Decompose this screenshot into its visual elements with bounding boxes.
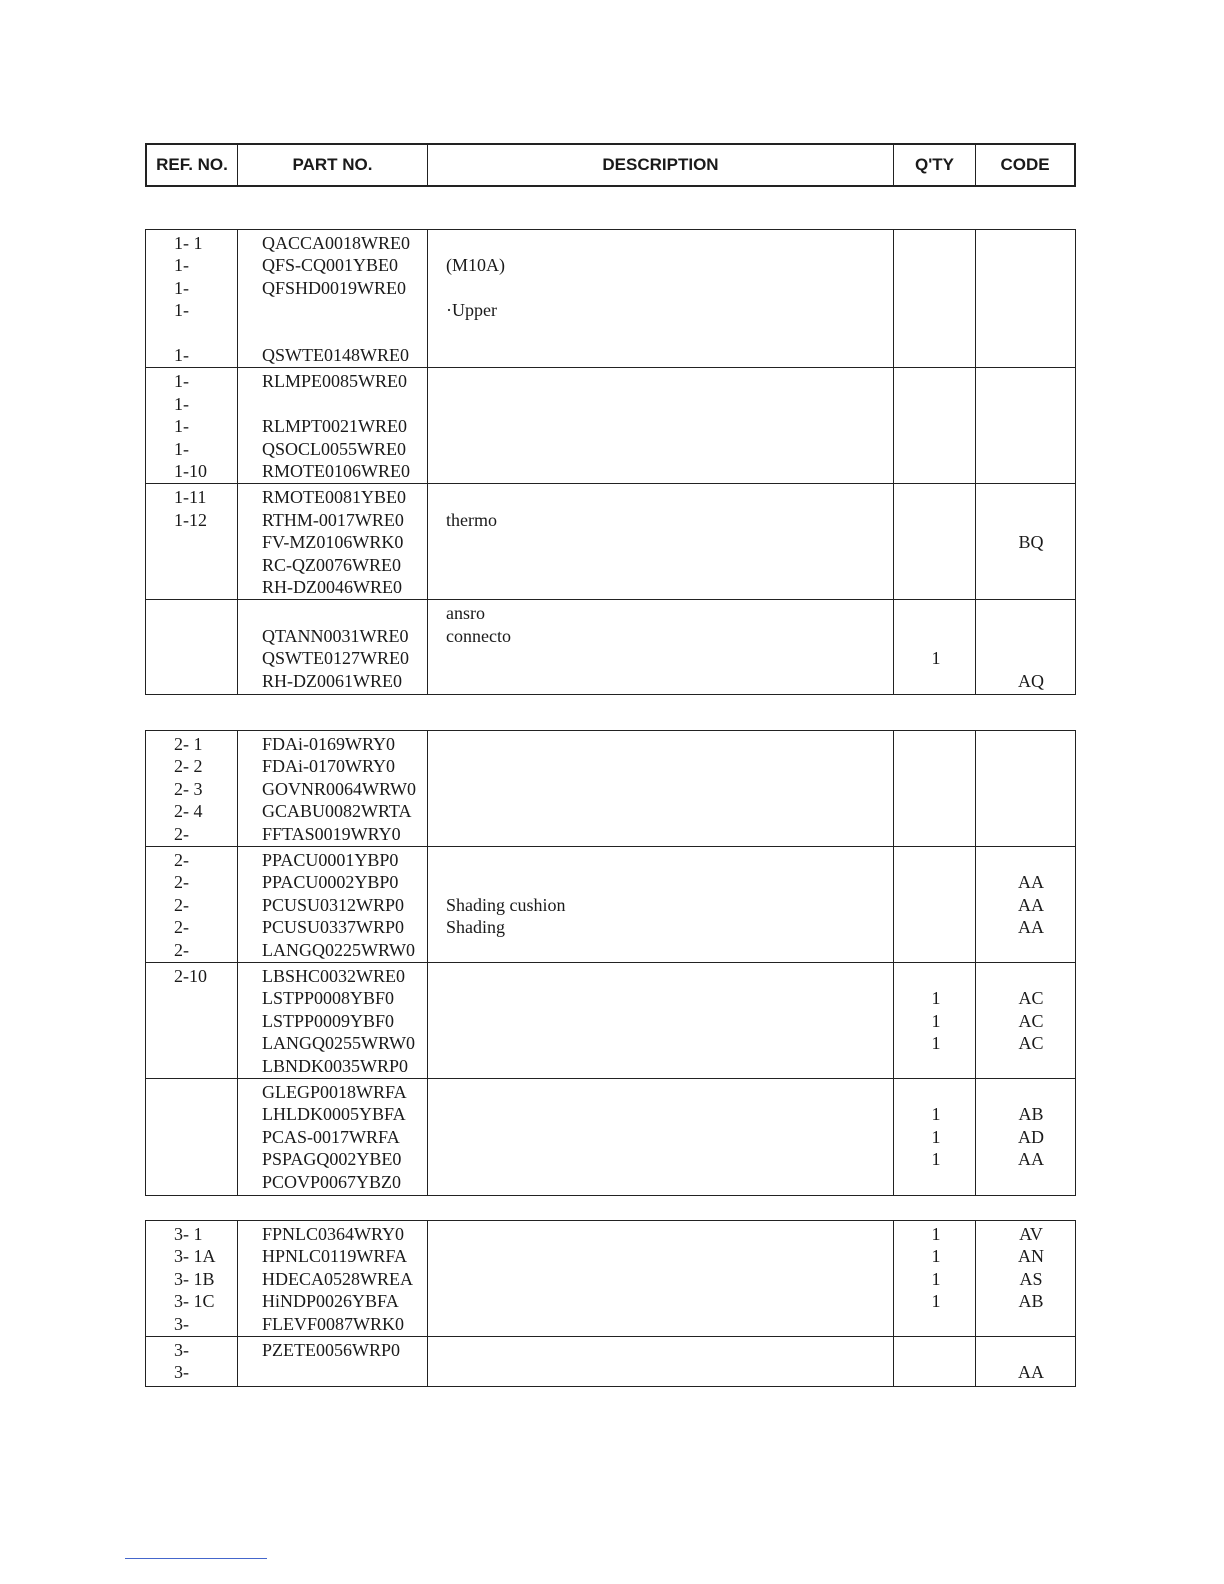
ref-no-cell: 2- <box>174 939 189 960</box>
part-no-cell: FPNLC0364WRY0 <box>262 1224 405 1244</box>
ref-no-cell: 2- 2 <box>174 756 203 777</box>
row-group <box>146 847 1075 963</box>
parts-section-1 <box>145 229 1076 695</box>
table-row <box>146 460 1075 482</box>
ref-no-cell: 2- 1 <box>174 734 203 754</box>
ref-no-cell: 2- <box>174 850 189 870</box>
part-no-cell: QSWTE0148WRE0 <box>262 345 409 365</box>
header-qty: Q'TY <box>894 145 976 185</box>
ref-no-cell: 1-10 <box>174 460 207 481</box>
table-row <box>146 1103 1075 1125</box>
row-group <box>146 963 1075 1079</box>
qty-cell: 1 <box>931 1246 941 1267</box>
part-no-cell: RH-DZ0046WRE0 <box>262 576 402 597</box>
row-group <box>146 1079 1075 1195</box>
table-row <box>146 894 1075 916</box>
ref-no-cell: 1- <box>174 393 189 414</box>
description-cell: thermo <box>446 509 497 530</box>
qty-cell: 1 <box>931 1224 941 1244</box>
part-no-cell: RC-QZ0076WRE0 <box>262 554 401 575</box>
ref-no-cell: 2-10 <box>174 966 207 986</box>
table-row <box>146 415 1075 437</box>
header-ref-no: REF. NO. <box>147 145 238 185</box>
part-no-cell: PCAS-0017WRFA <box>262 1126 400 1147</box>
part-no-cell: LANGQ0225WRW0 <box>262 939 415 960</box>
table-row <box>146 965 1075 987</box>
table-row <box>146 916 1075 938</box>
part-no-cell: QTANN0031WRE0 <box>262 625 409 646</box>
ref-no-cell: 3- 1C <box>174 1291 215 1312</box>
table-row <box>146 1010 1075 1032</box>
qty-cell: 1 <box>931 1149 941 1170</box>
part-no-cell: LBNDK0035WRP0 <box>262 1055 409 1076</box>
table-row <box>146 647 1075 669</box>
ref-no-cell: 2- 4 <box>174 801 203 822</box>
table-row <box>146 939 1075 961</box>
parts-section-3 <box>145 1220 1076 1387</box>
row-group <box>146 230 1075 368</box>
table-row <box>146 1126 1075 1148</box>
part-no-cell: RTHM-0017WRE0 <box>262 509 404 530</box>
part-no-cell: GOVNR0064WRW0 <box>262 778 416 799</box>
ref-no-cell: 1- <box>174 416 189 437</box>
part-no-cell: GLEGP0018WRFA <box>262 1082 407 1102</box>
row-group <box>146 484 1075 600</box>
part-no-cell: RLMPT0021WRE0 <box>262 416 408 437</box>
table-row <box>146 576 1075 598</box>
code-cell: AA <box>1018 1362 1044 1383</box>
description-cell: ·Upper <box>446 300 497 321</box>
part-no-cell: GCABU0082WRTA <box>262 801 412 822</box>
table-row <box>146 509 1075 531</box>
table-row <box>146 733 1075 755</box>
qty-cell: 1 <box>931 648 941 669</box>
ref-no-cell: 2- <box>174 823 189 844</box>
ref-no-cell: 2- <box>174 894 189 915</box>
row-group <box>146 368 1075 484</box>
table-row <box>146 299 1075 321</box>
table-row <box>146 778 1075 800</box>
ref-no-cell: 3- 1A <box>174 1246 216 1267</box>
table-row <box>146 531 1075 553</box>
ref-no-cell: 1-12 <box>174 509 207 530</box>
part-no-cell: PPACU0002YBP0 <box>262 872 399 893</box>
table-row <box>146 554 1075 576</box>
ref-no-cell: 3- <box>174 1362 189 1383</box>
table-row <box>146 1055 1075 1077</box>
part-no-cell: PZETE0056WRP0 <box>262 1340 400 1360</box>
code-cell: AA <box>1018 1149 1044 1170</box>
part-no-cell: HPNLC0119WRFA <box>262 1246 408 1267</box>
code-cell: AA <box>1018 917 1044 938</box>
table-row <box>146 670 1075 692</box>
table-row <box>146 1268 1075 1290</box>
qty-cell: 1 <box>931 1104 941 1125</box>
part-no-cell: RH-DZ0061WRE0 <box>262 670 402 691</box>
table-row <box>146 486 1075 508</box>
table-row <box>146 849 1075 871</box>
table-row <box>146 800 1075 822</box>
header-part-no: PART NO. <box>238 145 428 185</box>
ref-no-cell: 1- <box>174 438 189 459</box>
qty-cell: 1 <box>931 1268 941 1289</box>
table-row <box>146 344 1075 366</box>
part-no-cell: LSTPP0008YBF0 <box>262 988 395 1009</box>
ref-no-cell: 2- <box>174 917 189 938</box>
qty-cell: 1 <box>931 1291 941 1312</box>
table-row <box>146 1339 1075 1361</box>
part-no-cell: LBSHC0032WRE0 <box>262 966 406 986</box>
ref-no-cell: 1- 1 <box>174 233 203 253</box>
header-description: DESCRIPTION <box>428 145 894 185</box>
part-no-cell: QSWTE0127WRE0 <box>262 648 409 669</box>
ref-no-cell: 1- <box>174 300 189 321</box>
row-group <box>146 731 1075 847</box>
ref-no-cell: 2- <box>174 872 189 893</box>
table-header <box>145 143 1076 187</box>
code-cell: AS <box>1019 1268 1043 1289</box>
part-no-cell: QFSHD0019WRE0 <box>262 277 407 298</box>
code-cell: AD <box>1018 1126 1044 1147</box>
part-no-cell: RLMPE0085WRE0 <box>262 371 408 392</box>
row-group <box>146 600 1075 694</box>
qty-cell: 1 <box>931 1126 941 1147</box>
ref-no-cell: 1- <box>174 345 189 365</box>
description-cell: (M10A) <box>446 255 505 276</box>
description-cell: connecto <box>446 625 511 646</box>
table-row <box>146 602 1075 624</box>
part-no-cell: FFTAS0019WRY0 <box>262 823 401 844</box>
table-row <box>146 1361 1075 1383</box>
part-no-cell: FLEVF0087WRK0 <box>262 1313 405 1334</box>
part-no-cell: QFS-CQ001YBE0 <box>262 255 399 276</box>
part-no-cell: LANGQ0255WRW0 <box>262 1033 415 1054</box>
code-cell: AN <box>1018 1246 1044 1267</box>
qty-cell: 1 <box>931 1033 941 1054</box>
part-no-cell: PSPAGQ002YBE0 <box>262 1149 402 1170</box>
description-cell: Shading cushion <box>446 894 566 915</box>
part-no-cell: QACCA0018WRE0 <box>262 233 410 253</box>
row-group <box>146 1221 1075 1337</box>
table-row <box>146 871 1075 893</box>
table-row <box>146 625 1075 647</box>
part-no-cell: HDECA0528WREA <box>262 1268 413 1289</box>
parts-section-2 <box>145 730 1076 1196</box>
ref-no-cell: 1- <box>174 277 189 298</box>
code-cell: AA <box>1018 894 1044 915</box>
part-no-cell: PCUSU0312WRP0 <box>262 894 405 915</box>
table-row <box>146 254 1075 276</box>
table-row <box>146 1148 1075 1170</box>
part-no-cell: RMOTE0106WRE0 <box>262 460 410 481</box>
table-row <box>146 438 1075 460</box>
part-no-cell: QSOCL0055WRE0 <box>262 438 406 459</box>
ref-no-cell: 3- <box>174 1313 189 1334</box>
table-row <box>146 1081 1075 1103</box>
code-cell: AC <box>1018 988 1044 1009</box>
table-row <box>146 1245 1075 1267</box>
part-no-cell: FDAi-0169WRY0 <box>262 734 396 754</box>
ref-no-cell: 3- <box>174 1340 189 1360</box>
code-cell: AC <box>1018 1033 1044 1054</box>
table-row <box>146 322 1075 344</box>
table-row <box>146 1313 1075 1335</box>
table-row <box>146 232 1075 254</box>
part-no-cell: PPACU0001YBP0 <box>262 850 399 870</box>
code-cell: AB <box>1018 1104 1044 1125</box>
table-row <box>146 370 1075 392</box>
code-cell: AQ <box>1018 670 1044 691</box>
ref-no-cell: 1- <box>174 255 189 276</box>
part-no-cell: LHLDK0005YBFA <box>262 1104 406 1125</box>
qty-cell: 1 <box>931 988 941 1009</box>
ref-no-cell: 1- <box>174 371 189 392</box>
part-no-cell: LSTPP0009YBF0 <box>262 1010 395 1031</box>
code-cell: AA <box>1018 872 1044 893</box>
part-no-cell: PCOVP0067YBZ0 <box>262 1171 402 1192</box>
table-row <box>146 823 1075 845</box>
table-row <box>146 1223 1075 1245</box>
ref-no-cell: 1-11 <box>174 487 207 508</box>
part-no-cell: HiNDP0026YBFA <box>262 1291 399 1312</box>
ref-no-cell: 2- 3 <box>174 778 203 799</box>
part-no-cell: FV-MZ0106WRK0 <box>262 532 404 553</box>
code-cell: BQ <box>1018 532 1044 553</box>
table-row <box>146 1032 1075 1054</box>
ref-no-cell: 3- 1 <box>174 1224 203 1244</box>
part-no-cell: RMOTE0081YBE0 <box>262 487 406 508</box>
table-row <box>146 1290 1075 1312</box>
row-group <box>146 1337 1075 1386</box>
ref-no-cell: 3- 1B <box>174 1268 215 1289</box>
table-row <box>146 987 1075 1009</box>
code-cell: AB <box>1018 1291 1044 1312</box>
qty-cell: 1 <box>931 1010 941 1031</box>
description-cell: Shading <box>446 917 506 938</box>
table-row <box>146 393 1075 415</box>
table-row <box>146 277 1075 299</box>
table-row <box>146 1171 1075 1193</box>
footer-rule <box>125 1558 267 1559</box>
part-no-cell: FDAi-0170WRY0 <box>262 756 396 777</box>
table-row <box>146 755 1075 777</box>
code-cell: AC <box>1018 1010 1044 1031</box>
description-cell: ansro <box>446 603 485 624</box>
part-no-cell: PCUSU0337WRP0 <box>262 917 405 938</box>
header-code: CODE <box>1000 155 1050 174</box>
code-cell: AV <box>1019 1224 1043 1244</box>
